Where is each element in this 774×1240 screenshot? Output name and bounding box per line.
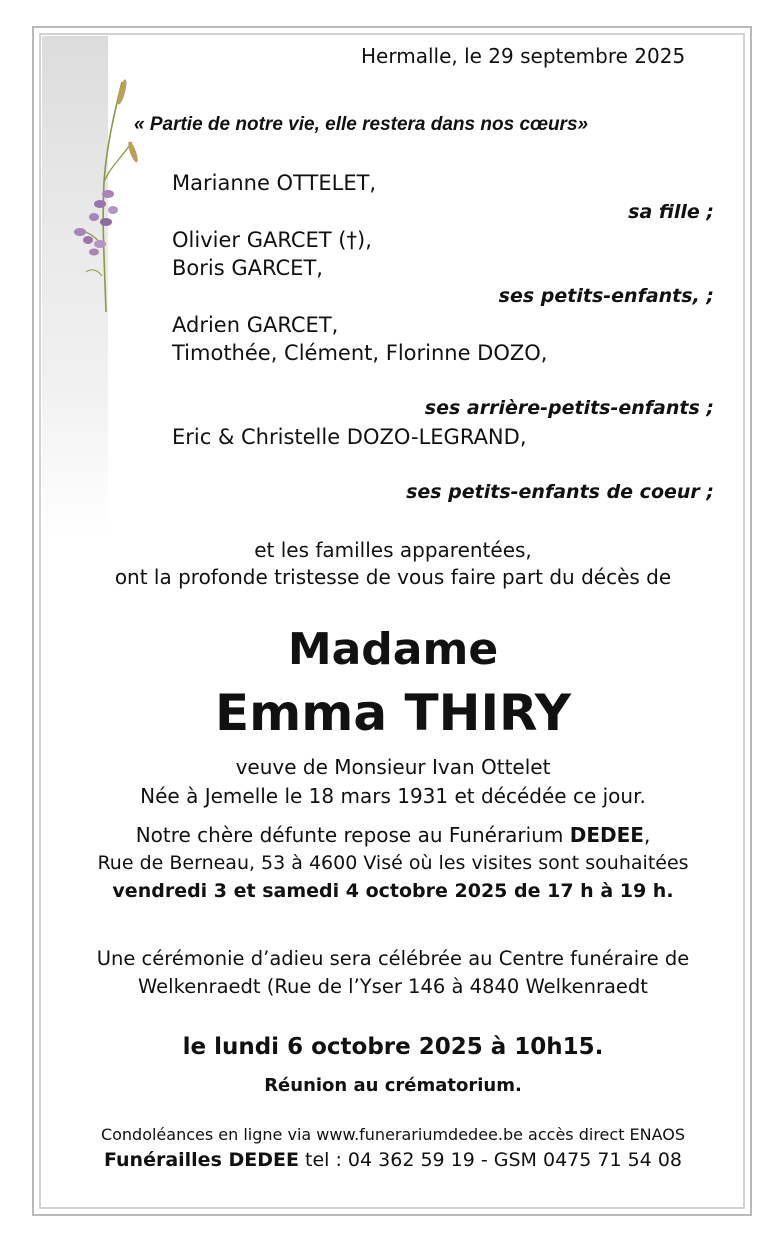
announce-line: ont la profonde tristesse de vous faire part du décès de xyxy=(114,565,672,589)
great-grandchild-name: Timothée, Clément, Florinne DOZO, xyxy=(172,341,548,365)
crematorium-note: Réunion au crématorium. xyxy=(264,1075,522,1096)
ceremony-line: Une cérémonie d’adieu sera célébrée au Centre funéraire de xyxy=(96,947,690,970)
daughter-relation: sa fille ; xyxy=(628,201,714,223)
deceased-name: Emma THIRY xyxy=(214,684,572,742)
contact-line: Funérailles DEDEE tel : 04 362 59 19 - GSM 0475 71 54 08 xyxy=(103,1149,682,1171)
grandchild-name: Boris GARCET, xyxy=(172,256,323,280)
quote: « Partie de notre vie, elle restera dans nos cœurs» xyxy=(134,114,589,135)
place-date: Hermalle, le 29 septembre 2025 xyxy=(361,44,686,68)
daughter-name: Marianne OTTELET, xyxy=(172,171,377,195)
great-grandchild-name: Adrien GARCET, xyxy=(172,313,339,337)
heart-grandchild-name: Eric & Christelle DOZO-LEGRAND, xyxy=(172,425,527,449)
ceremony-date: le lundi 6 octobre 2025 à 10h15. xyxy=(182,1034,604,1060)
grandchildren-relation: ses petits-enfants, ; xyxy=(498,285,714,307)
ceremony-line: Welkenraedt (Rue de l’Yser 146 à 4840 Welkenraedt xyxy=(138,975,648,998)
condolences-line: Condoléances en ligne via www.funerariumdedee.be accès direct ENAOS xyxy=(100,1125,686,1144)
flower-illustration xyxy=(66,72,146,317)
visits-dates: vendredi 3 et samedi 4 octobre 2025 de 17 h à 19 h. xyxy=(112,880,674,902)
birth-death-line: Née à Jemelle le 18 mars 1931 et décédée ce jour. xyxy=(140,784,646,808)
announce-line: et les familles apparentées, xyxy=(254,538,532,562)
widow-line: veuve de Monsieur Ivan Ottelet xyxy=(235,755,551,779)
heart-grandchildren-relation: ses petits-enfants de coeur ; xyxy=(406,481,714,503)
visits-line: Notre chère défunte repose au Funérarium DEDEE, xyxy=(135,823,651,847)
deceased-title: Madame xyxy=(287,624,499,675)
visits-address: Rue de Berneau, 53 à 4600 Visé où les visites sont souhaitées xyxy=(97,852,689,874)
great-grandchildren-relation: ses arrière-petits-enfants ; xyxy=(424,397,714,419)
grandchild-name: Olivier GARCET (†), xyxy=(172,228,372,252)
